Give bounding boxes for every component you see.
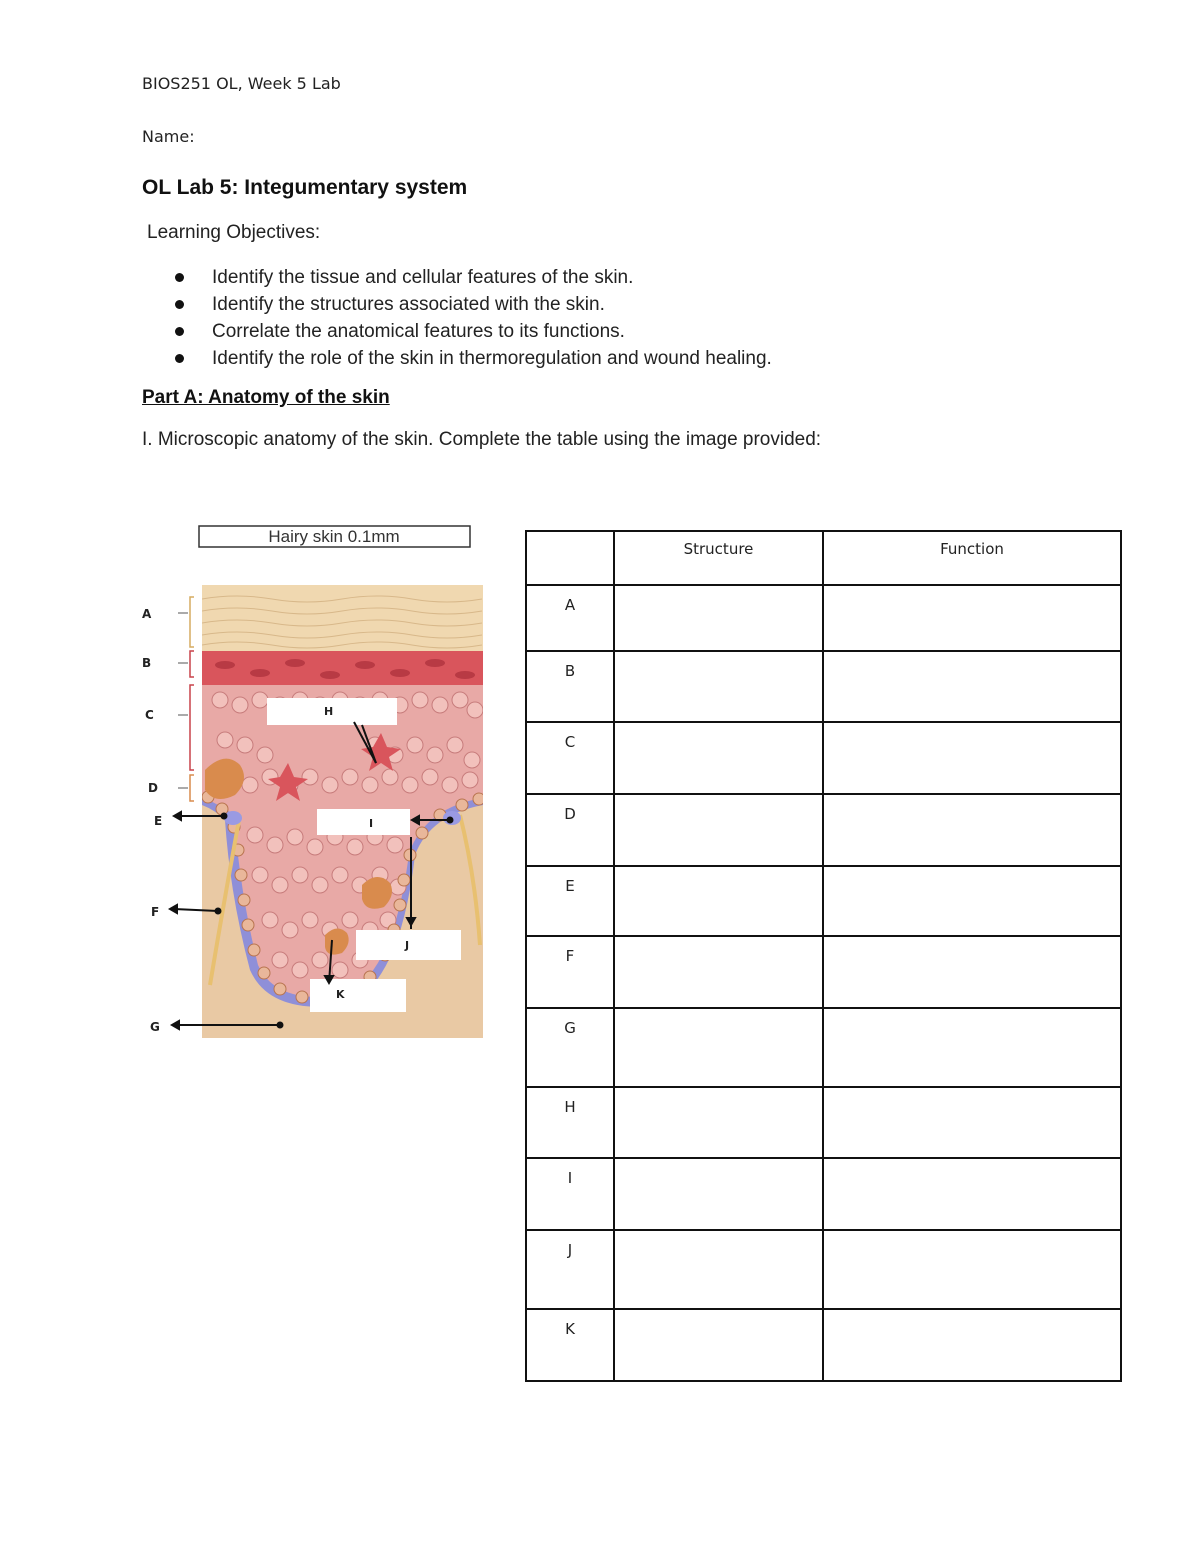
function-cell[interactable] [823, 1087, 1121, 1158]
function-cell[interactable] [823, 866, 1121, 936]
figure-label-a: A [142, 607, 152, 621]
figure-label-c: C [145, 708, 154, 722]
function-cell[interactable] [823, 651, 1121, 722]
function-cell[interactable] [823, 585, 1121, 651]
table-row [526, 794, 1121, 866]
bullet-icon [175, 354, 184, 363]
structure-cell[interactable] [614, 1309, 823, 1381]
table-row [526, 936, 1121, 1008]
function-cell[interactable] [823, 936, 1121, 1008]
objective-item: Identify the tissue and cellular features of the skin. [172, 264, 772, 291]
row-label: C [526, 722, 614, 794]
callout-box-k [310, 979, 406, 1012]
part-a-heading: Part A: Anatomy of the skin [142, 387, 390, 408]
table-header-row [526, 531, 1121, 585]
callout-box-i [317, 809, 410, 835]
objective-item: Correlate the anatomical features to its functions. [172, 318, 772, 345]
header-cell-function: Function [823, 531, 1121, 585]
row-label: J [526, 1230, 614, 1309]
bullet-icon [175, 300, 184, 309]
figure-label-k: K [336, 988, 345, 1001]
bullet-icon [175, 327, 184, 336]
row-label: G [526, 1008, 614, 1087]
figure-label-h: H [324, 705, 334, 718]
structure-cell[interactable] [614, 936, 823, 1008]
table-row [526, 1230, 1121, 1309]
table-row [526, 866, 1121, 936]
objectives-heading: Learning Objectives: [147, 222, 321, 243]
figure-label-b: B [142, 656, 152, 670]
figure-label-f: F [151, 905, 160, 919]
row-label: F [526, 936, 614, 1008]
page-title: OL Lab 5: Integumentary system [142, 176, 468, 199]
structure-cell[interactable] [614, 1230, 823, 1309]
part-a-instruction: I. Microscopic anatomy of the skin. Complete the table using the image provided: [142, 429, 822, 450]
table-row [526, 1309, 1121, 1381]
header-cell-structure: Structure [614, 531, 823, 585]
figure-label-d: D [148, 781, 158, 795]
function-cell[interactable] [823, 1309, 1121, 1381]
function-cell[interactable] [823, 1230, 1121, 1309]
row-label: B [526, 651, 614, 722]
function-cell[interactable] [823, 794, 1121, 866]
table-row [526, 585, 1121, 651]
row-label: D [526, 794, 614, 866]
structure-cell[interactable] [614, 651, 823, 722]
table-row [526, 1087, 1121, 1158]
name-label: Name: [142, 127, 195, 146]
structure-cell[interactable] [614, 794, 823, 866]
function-cell[interactable] [823, 1158, 1121, 1230]
figure-label-i: I [369, 817, 374, 830]
objective-item: Identify the role of the skin in thermoregulation and wound healing. [172, 345, 772, 372]
bullet-icon [175, 273, 184, 282]
row-label: K [526, 1309, 614, 1381]
row-label: I [526, 1158, 614, 1230]
lab-table [525, 530, 1122, 1382]
structure-cell[interactable] [614, 585, 823, 651]
figure-label-g: G [150, 1020, 160, 1034]
course-header: BIOS251 OL, Week 5 Lab [142, 74, 341, 93]
function-cell[interactable] [823, 1008, 1121, 1087]
figure-label-e: E [154, 814, 163, 828]
header-cell-label [526, 531, 614, 585]
figure-label-j: J [405, 939, 410, 952]
objectives-list [172, 264, 772, 372]
table-row [526, 1158, 1121, 1230]
structure-cell[interactable] [614, 1158, 823, 1230]
table-row [526, 722, 1121, 794]
row-label: H [526, 1087, 614, 1158]
structure-cell[interactable] [614, 866, 823, 936]
table-row [526, 651, 1121, 722]
skin-diagram [130, 515, 500, 1055]
structure-cell[interactable] [614, 1008, 823, 1087]
row-label: E [526, 866, 614, 936]
figure-caption: Hairy skin 0.1mm [268, 527, 400, 546]
table-row [526, 1008, 1121, 1087]
row-label: A [526, 585, 614, 651]
objective-item: Identify the structures associated with the skin. [172, 291, 772, 318]
structure-cell[interactable] [614, 1087, 823, 1158]
function-cell[interactable] [823, 722, 1121, 794]
structure-cell[interactable] [614, 722, 823, 794]
